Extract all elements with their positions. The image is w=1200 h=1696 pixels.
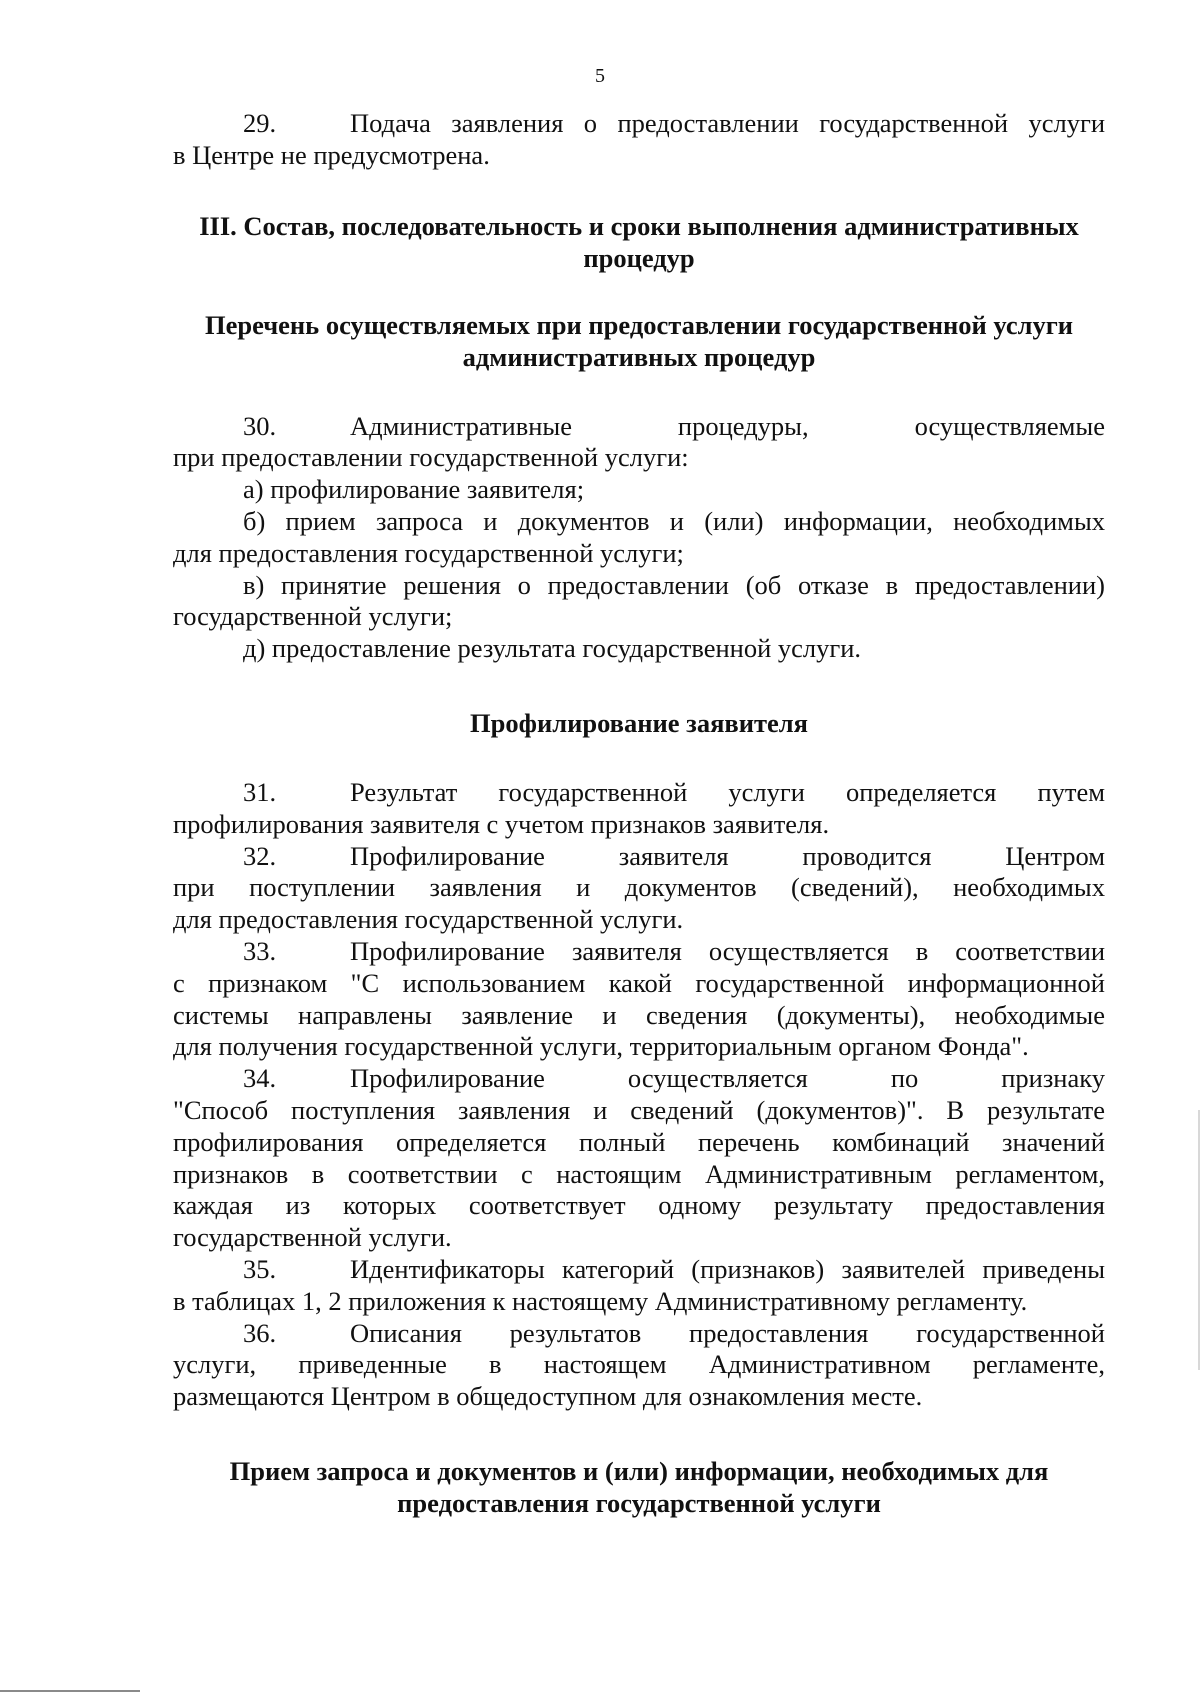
paragraph-29-line-1 xyxy=(173,108,1105,140)
paragraph-35 xyxy=(173,1254,1105,1318)
paragraph-31-line-2: профилирования заявителя с учетом признаков заявителя. xyxy=(173,808,830,839)
list-item-v-line-1: в) принятие решения о предоставлении (об отказе в предоставлении) xyxy=(243,569,1105,600)
page-number: 5 xyxy=(595,65,605,87)
paragraph-number: 33. xyxy=(243,935,277,966)
paragraph-29 xyxy=(173,108,1105,172)
paragraph-36-line-2: услуги, приведенные в настоящем Административном регламенте, xyxy=(173,1349,1105,1380)
paragraph-35-line-2: в таблицах 1, 2 приложения к настоящему Административному регламенту. xyxy=(173,1285,1028,1316)
paragraph-31-line-1 xyxy=(173,777,1105,809)
scan-edge-line xyxy=(0,1690,140,1692)
paragraph-34-line-2: "Способ поступления заявления и сведений (документов)". В результате xyxy=(173,1094,1105,1125)
paragraph-text: Профилирование заявителя проводится Центром xyxy=(350,840,1105,871)
paragraph-text: Подача заявления о предоставлении государственной услуги xyxy=(350,108,1105,138)
paragraph-text: Описания результатов предоставления государственной xyxy=(350,1317,1105,1348)
paragraph-text: Административные процедуры, осуществляемые xyxy=(350,410,1105,441)
list-item-a: а) профилирование заявителя; xyxy=(243,474,585,505)
paragraph-33 xyxy=(173,936,1105,1063)
subsection-heading-text: Профилирование заявителя xyxy=(470,707,808,738)
list-item-b-line-1: б) прием запроса и документов и (или) информации, необходимых xyxy=(243,505,1105,536)
paragraph-34-line-6: государственной услуги. xyxy=(173,1222,452,1253)
paragraph-29-line-2: в Центре не предусмотрена. xyxy=(173,139,490,170)
section-heading xyxy=(173,210,1105,274)
subsection-heading-reception xyxy=(173,1455,1105,1519)
paragraph-32 xyxy=(173,841,1105,936)
paragraph-33-line-2: с признаком "С использованием какой государственной информационной xyxy=(173,967,1105,998)
list-item-v-line-2: государственной услуги; xyxy=(173,601,453,632)
section-heading-line-1: III. Состав, последовательность и сроки выполнения административных xyxy=(199,210,1079,241)
subsection-heading-line-2: предоставления государственной услуги xyxy=(397,1487,881,1518)
paragraph-30 xyxy=(173,411,1105,665)
paragraph-number: 32. xyxy=(243,840,277,871)
paragraph-33-line-3: системы направлены заявление и сведения (документы), необходимые xyxy=(173,999,1105,1030)
paragraph-text: Профилирование заявителя осуществляется в соответствии xyxy=(350,935,1105,966)
paragraph-31 xyxy=(173,777,1105,841)
section-heading-line-2: процедур xyxy=(583,242,695,273)
paragraph-36-line-3: размещаются Центром в общедоступном для ознакомления месте. xyxy=(173,1381,923,1412)
paragraph-33-line-1 xyxy=(173,936,1105,968)
list-item-d: д) предоставление результата государственной услуги. xyxy=(243,633,862,664)
paragraph-32-line-3: для предоставления государственной услуги. xyxy=(173,904,684,935)
paragraph-34-line-5: каждая из которых соответствует одному результату предоставления xyxy=(173,1190,1105,1221)
paragraph-35-line-1 xyxy=(173,1254,1105,1286)
subsection-heading-procedures xyxy=(173,309,1105,373)
subsection-heading-profiling xyxy=(173,707,1105,739)
paragraph-number: 36. xyxy=(243,1317,277,1348)
paragraph-34 xyxy=(173,1063,1105,1254)
paragraph-32-line-1 xyxy=(173,841,1105,873)
paragraph-number: 30. xyxy=(243,410,277,441)
paragraph-36-line-1 xyxy=(173,1318,1105,1350)
list-item-b-line-2: для предоставления государственной услуги; xyxy=(173,537,684,568)
paragraph-number: 29. xyxy=(243,108,277,138)
paragraph-text: Идентификаторы категорий (признаков) заявителей приведены xyxy=(350,1253,1105,1284)
paragraph-32-line-2: при поступлении заявления и документов (сведений), необходимых xyxy=(173,872,1105,903)
subsection-heading-line-1: Перечень осуществляемых при предоставлении государственной услуги xyxy=(204,309,1074,340)
subsection-heading-line-2: административных процедур xyxy=(462,341,816,372)
paragraph-34-line-1 xyxy=(173,1063,1105,1095)
paragraph-36 xyxy=(173,1318,1105,1413)
subsection-heading-line-1: Прием запроса и документов и (или) информации, необходимых для xyxy=(229,1455,1049,1486)
paragraph-text: Результат государственной услуги определяется путем xyxy=(350,776,1105,807)
paragraph-number: 34. xyxy=(243,1063,277,1094)
paragraph-number: 31. xyxy=(243,776,277,807)
paragraph-33-line-4: для получения государственной услуги, территориальным органом Фонда". xyxy=(173,1031,1029,1062)
document-body xyxy=(173,108,1105,1519)
paragraph-34-line-4: признаков в соответствии с настоящим Административным регламентом, xyxy=(173,1158,1105,1189)
paragraph-number: 35. xyxy=(243,1253,277,1284)
paragraph-34-line-3: профилирования определяется полный перечень комбинаций значений xyxy=(173,1126,1105,1157)
paragraph-text: Профилирование осуществляется по признаку xyxy=(350,1063,1105,1094)
paragraph-30-line-2: при предоставлении государственной услуги: xyxy=(173,442,689,473)
paragraph-30-line-1 xyxy=(173,411,1105,443)
